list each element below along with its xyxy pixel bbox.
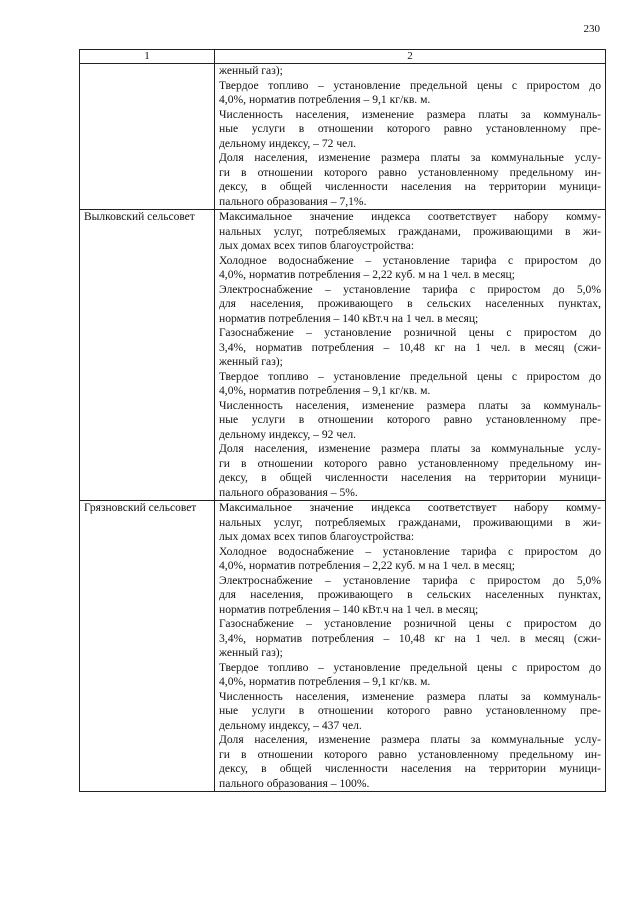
- municipality-name: Грязновский сельсовет: [80, 501, 215, 792]
- text-line: женный газ);: [219, 646, 283, 659]
- text-line: пального образования – 100%.: [219, 776, 370, 790]
- text-line: дельному индексу, – 92 чел.: [219, 427, 357, 441]
- text-line: нальных услуг, потребляемых гражданами, проживающими в жи-: [219, 224, 601, 238]
- text-line: Численность населения, изменение размера платы за коммуналь-: [219, 689, 601, 703]
- column-header-1: 1: [80, 50, 215, 64]
- text-line: норматив потребления – 140 кВт.ч на 1 чел. в месяц;: [219, 311, 479, 325]
- text-line: Газоснабжение – установление розничной цены с приростом до: [219, 326, 601, 339]
- page-number: 230: [583, 23, 600, 35]
- text-line: Твердое топливо – установление предельной цены с приростом до: [219, 369, 601, 383]
- text-line: дексу, в общей численности населения на территории муници-: [219, 471, 601, 484]
- text-line: ные услуги в отношении которого равно установленному пре-: [219, 122, 601, 135]
- text-line: ги в отношении которого равно установленному предельному ин-: [219, 456, 601, 470]
- table-row: [80, 501, 606, 792]
- text-line: ные услуги в отношении которого равно установленному пре-: [219, 413, 601, 426]
- tariff-description: [215, 64, 606, 210]
- table-row: [80, 210, 606, 501]
- text-line: дельному индексу, – 437 чел.: [219, 718, 362, 732]
- text-line: 4,0%, норматив потребления – 9,1 кг/кв. м.: [219, 93, 431, 106]
- text-line: 4,0%, норматив потребления – 9,1 кг/кв. м.: [219, 675, 431, 688]
- text-line: ги в отношении которого равно установленному предельному ин-: [219, 165, 601, 179]
- text-line: женный газ);: [219, 64, 283, 77]
- text-line: дельному индексу, – 72 чел.: [219, 136, 357, 150]
- tariff-description: [215, 210, 606, 501]
- column-header-2: 2: [215, 50, 606, 64]
- text-line: Максимальное значение индекса соответствует набору комму-: [219, 210, 601, 223]
- text-line: Доля населения, изменение размера платы за коммунальные услу-: [219, 151, 601, 164]
- text-line: Доля населения, изменение размера платы за коммунальные услу-: [219, 442, 601, 455]
- municipality-name: [80, 64, 215, 210]
- text-line: Электроснабжение – установление тарифа с приростом до 5,0%: [219, 573, 601, 587]
- municipality-name: Вылковский сельсовет: [80, 210, 215, 501]
- text-line: дексу, в общей численности населения на территории муници-: [219, 762, 601, 775]
- text-line: Холодное водоснабжение – установление тарифа с приростом до: [219, 544, 601, 558]
- text-line: ные услуги в отношении которого равно установленному пре-: [219, 704, 601, 717]
- text-line: Твердое топливо – установление предельной цены с приростом до: [219, 660, 601, 674]
- text-line: 4,0%, норматив потребления – 2,22 куб. м на 1 чел. в месяц;: [219, 268, 515, 281]
- text-line: Численность населения, изменение размера платы за коммуналь-: [219, 398, 601, 412]
- table-body: [80, 64, 606, 792]
- text-line: нальных услуг, потребляемых гражданами, проживающими в жи-: [219, 515, 601, 529]
- text-line: Холодное водоснабжение – установление тарифа с приростом до: [219, 253, 601, 267]
- text-line: лых домах всех типов благоустройства:: [219, 530, 415, 543]
- text-line: Газоснабжение – установление розничной цены с приростом до: [219, 617, 601, 630]
- text-line: Доля населения, изменение размера платы за коммунальные услу-: [219, 733, 601, 746]
- text-line: для населения, проживающего в сельских населенных пунктах,: [219, 588, 601, 601]
- text-line: 4,0%, норматив потребления – 2,22 куб. м на 1 чел. в месяц;: [219, 559, 515, 572]
- text-line: дексу, в общей численности населения на территории муници-: [219, 180, 601, 193]
- text-line: пального образования – 7,1%.: [219, 194, 367, 208]
- text-line: Численность населения, изменение размера платы за коммуналь-: [219, 107, 601, 121]
- table-row: [80, 64, 606, 210]
- text-line: 3,4%, норматив потребления – 10,48 кг на 1 чел. в месяц (сжи-: [219, 631, 601, 645]
- text-line: для населения, проживающего в сельских населенных пунктах,: [219, 297, 601, 310]
- text-line: ги в отношении которого равно установленному предельному ин-: [219, 747, 601, 761]
- text-line: Электроснабжение – установление тарифа с приростом до 5,0%: [219, 282, 601, 296]
- text-line: Максимальное значение индекса соответствует набору комму-: [219, 501, 601, 514]
- tariff-table: [79, 49, 606, 792]
- text-line: 3,4%, норматив потребления – 10,48 кг на 1 чел. в месяц (сжи-: [219, 340, 601, 354]
- text-line: норматив потребления – 140 кВт.ч на 1 чел. в месяц;: [219, 602, 479, 616]
- table-header-row: [80, 50, 606, 64]
- tariff-description: [215, 501, 606, 792]
- text-line: Твердое топливо – установление предельной цены с приростом до: [219, 78, 601, 92]
- text-line: женный газ);: [219, 355, 283, 368]
- text-line: 4,0%, норматив потребления – 9,1 кг/кв. м.: [219, 384, 431, 397]
- text-line: пального образования – 5%.: [219, 485, 358, 499]
- text-line: лых домах всех типов благоустройства:: [219, 239, 415, 252]
